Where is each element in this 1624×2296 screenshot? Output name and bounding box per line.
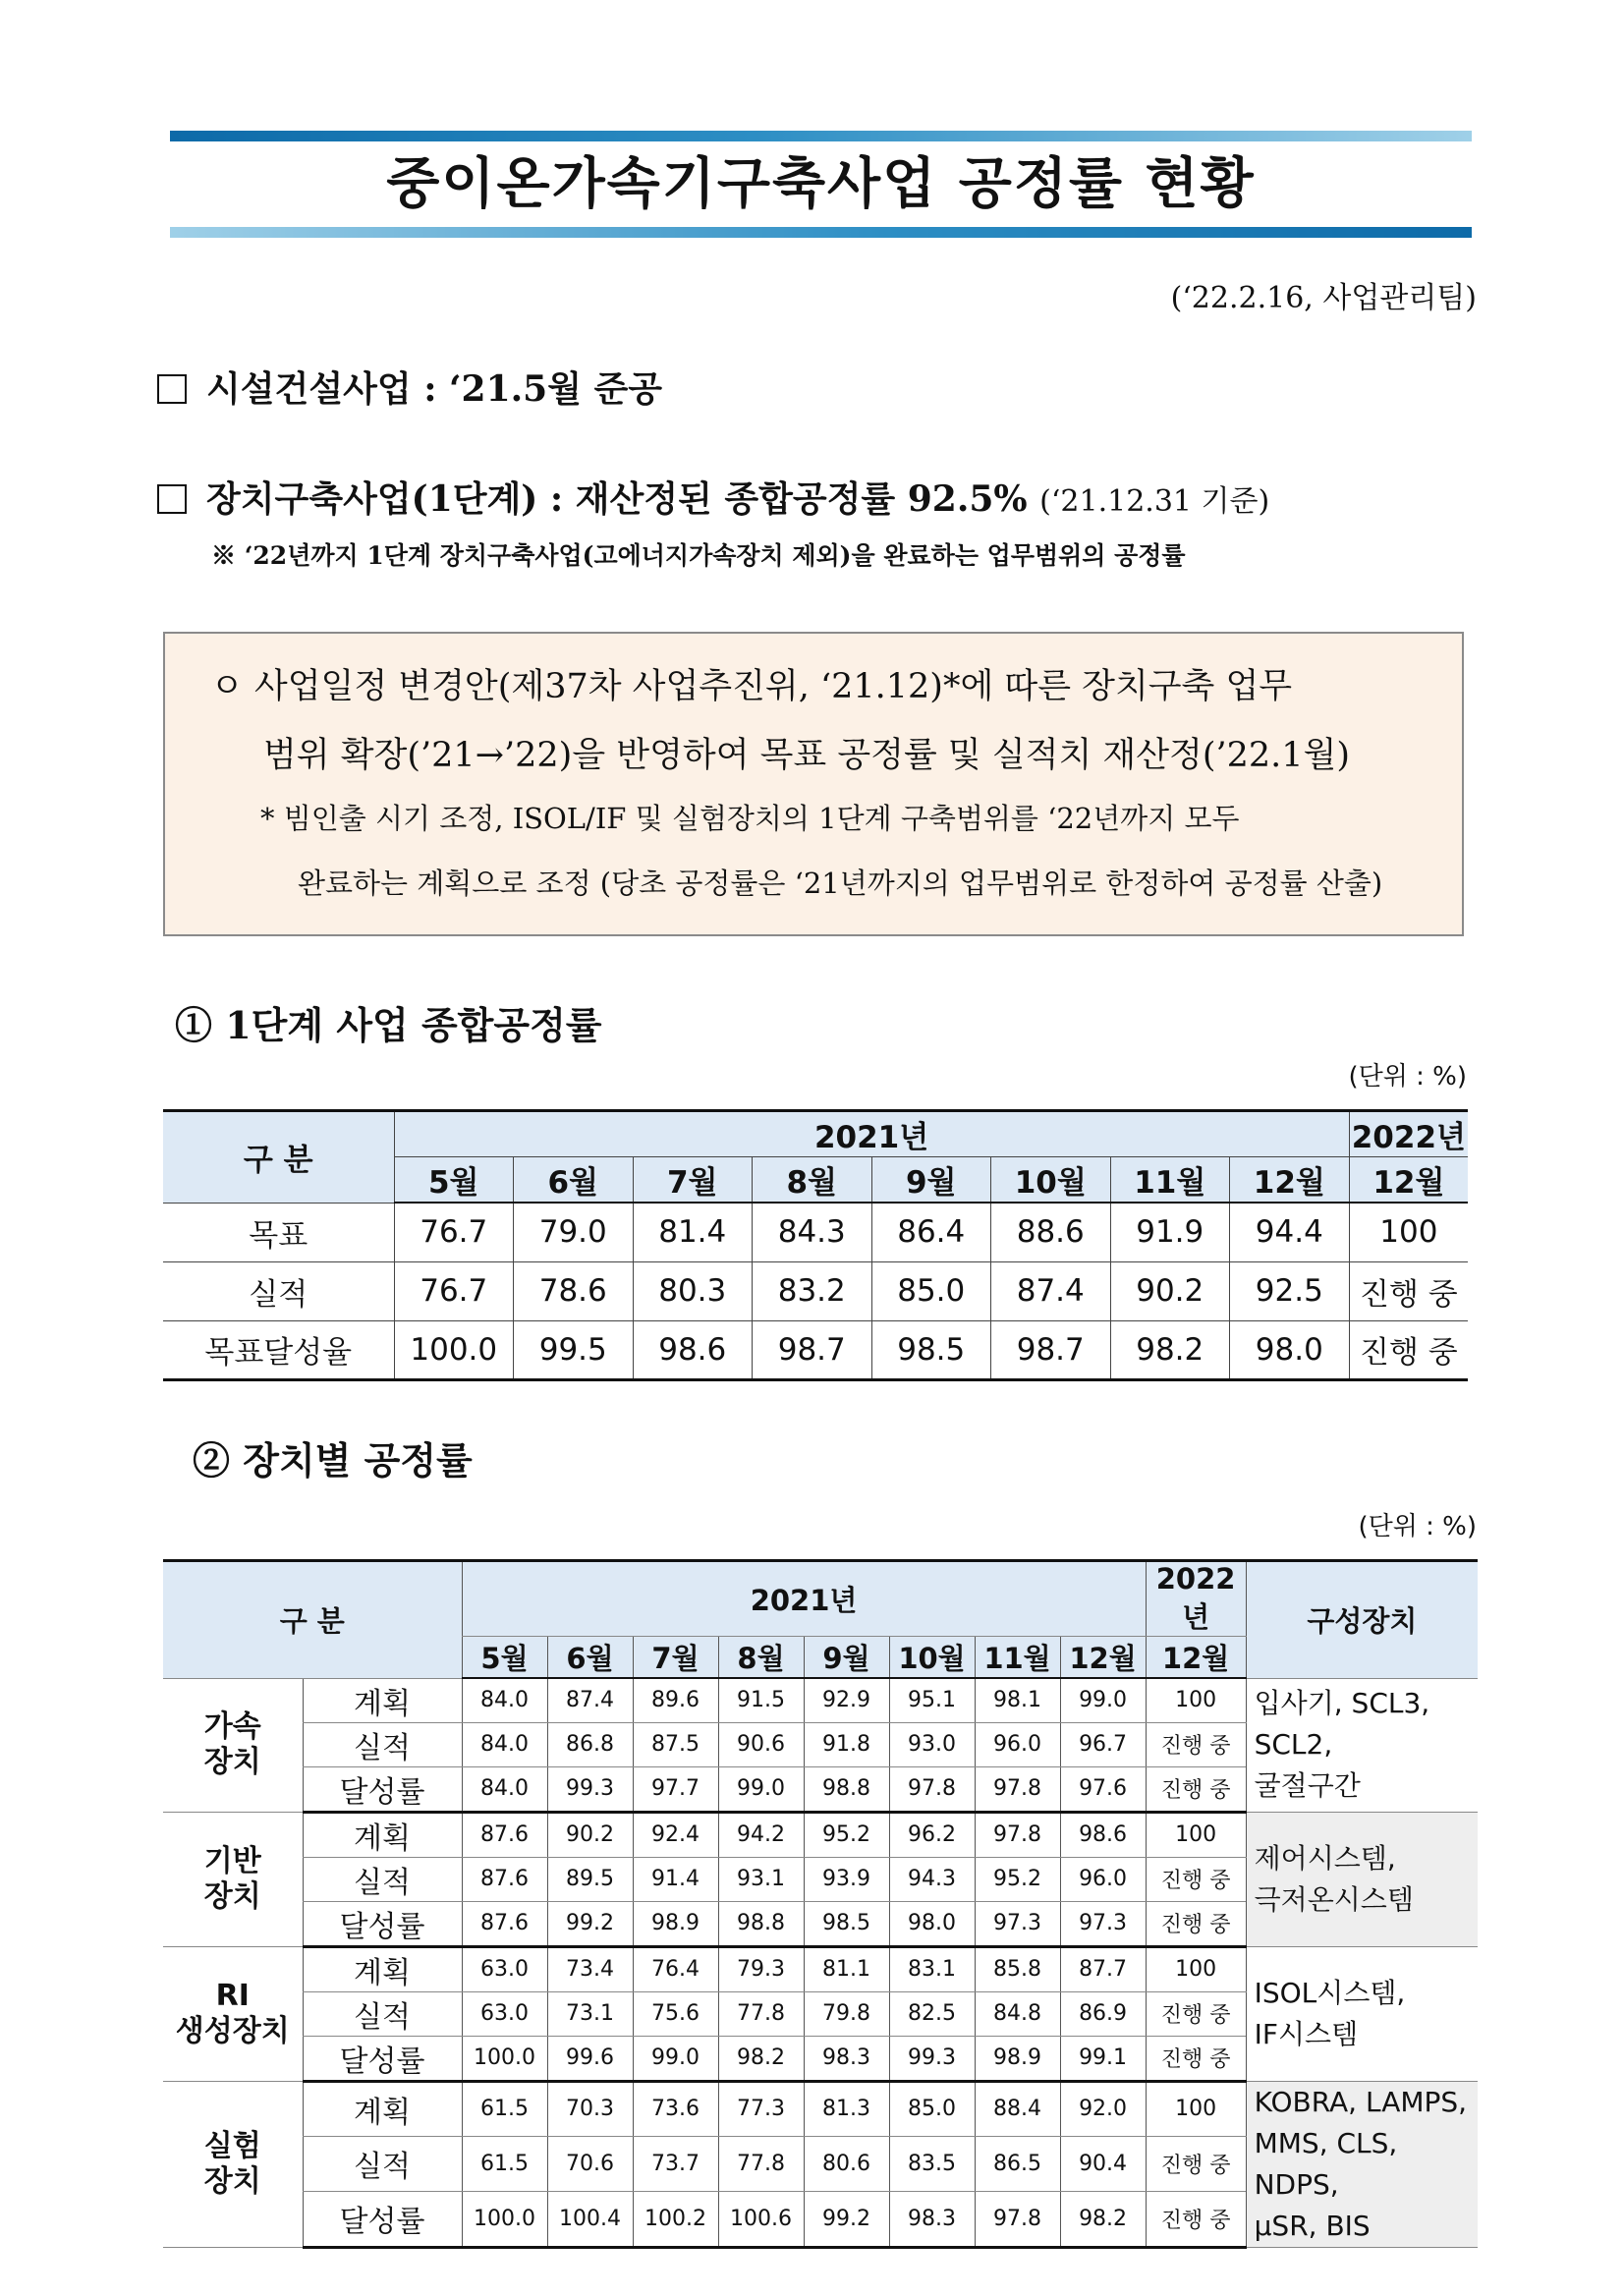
table-cell: 63.0 [462, 1991, 547, 2036]
table-cell: 77.3 [718, 2081, 804, 2137]
device-group-name-line-1: RI [215, 1978, 250, 2013]
table-cell: 97.3 [975, 1901, 1060, 1946]
table-cell: 97.3 [1060, 1901, 1146, 1946]
header-month: 7월 [633, 1637, 718, 1679]
row-label: 달성률 [303, 1901, 462, 1946]
table-cell: 91.9 [1110, 1203, 1230, 1261]
header-month: 12월 [1230, 1157, 1350, 1204]
table-cell: 75.6 [633, 1991, 718, 2036]
device-label: 장치구축사업(1단계) : 재산정된 종합공정률 92.5% [206, 478, 1028, 520]
table-cell: 76.4 [633, 1946, 718, 1991]
table-cell: 87.5 [633, 1722, 718, 1766]
infobox-line-2: 범위 확장(’21→’22)을 반영하여 목표 공정률 및 실적치 재산정(’22.1월) [263, 736, 1351, 775]
table-cell: 94.2 [718, 1812, 804, 1857]
table-cell: 90.2 [547, 1812, 633, 1857]
component-line: KOBRA, LAMPS, [1254, 2085, 1468, 2118]
table-cell: 97.7 [633, 1766, 718, 1812]
table-cell: 99.0 [718, 1766, 804, 1812]
infobox-line-4: 완료하는 계획으로 조정 (당초 공정률은 ‘21년까지의 업무범위로 한정하여 공정률 산출) [298, 867, 1383, 900]
table-cell: 99.0 [1060, 1678, 1146, 1722]
section-2-title: ② 장치별 공정률 [193, 1438, 473, 1483]
row-label: 실적 [303, 2137, 462, 2192]
table-cell: 84.3 [753, 1203, 872, 1261]
table-cell: 96.0 [975, 1722, 1060, 1766]
table-cell: 87.4 [991, 1261, 1111, 1320]
table-cell: 76.7 [394, 1261, 514, 1320]
table-cell: 88.6 [991, 1203, 1111, 1261]
header-month: 12월 [1349, 1157, 1468, 1204]
row-label: 실적 [303, 1857, 462, 1901]
components-cell [1246, 1678, 1478, 1812]
device-group-name-line-2: 장치 [203, 2163, 261, 2199]
table-cell: 80.6 [804, 2137, 889, 2192]
component-line: ISOL시스템, [1254, 1976, 1406, 2009]
table-row [163, 2081, 1478, 2137]
table-cell: 95.2 [804, 1812, 889, 1857]
row-label: 실적 [303, 1722, 462, 1766]
table-cell: 73.1 [547, 1991, 633, 2036]
table-cell: 진행 중 [1146, 1901, 1246, 1946]
table-cell: 90.2 [1110, 1261, 1230, 1320]
table-cell: 93.0 [889, 1722, 975, 1766]
table-cell: 86.9 [1060, 1991, 1146, 2036]
device-group-name-line-1: 기반 [203, 1843, 261, 1878]
table-cell: 80.3 [633, 1261, 753, 1320]
components-cell [1246, 1812, 1478, 1946]
table-cell: 100.6 [718, 2191, 804, 2247]
table-cell: 97.8 [889, 1766, 975, 1812]
table-cell: 94.4 [1230, 1203, 1350, 1261]
overall-progress-table [163, 1109, 1468, 1381]
table-cell: 96.7 [1060, 1722, 1146, 1766]
header-month: 7월 [633, 1157, 753, 1204]
header-month: 11월 [1110, 1157, 1230, 1204]
table-cell: 90.4 [1060, 2137, 1146, 2192]
title-bar-bottom [170, 227, 1472, 238]
device-group-name-line-2: 장치 [203, 1745, 261, 1779]
header-month: 12월 [1146, 1637, 1246, 1679]
table-cell: 98.5 [871, 1320, 991, 1379]
table-cell: 83.1 [889, 1946, 975, 1991]
component-line: 극저온시스템 [1254, 1882, 1414, 1916]
header-year-2022: 2022년 [1349, 1111, 1468, 1157]
table-cell: 93.9 [804, 1857, 889, 1901]
table-cell: 99.6 [547, 2036, 633, 2081]
table-cell: 100.0 [462, 2036, 547, 2081]
component-line: 제어시스템, [1254, 1841, 1396, 1875]
table-cell: 79.0 [514, 1203, 634, 1261]
device-group-name-line-2: 생성장치 [175, 2013, 290, 2048]
table-cell: 87.6 [462, 1857, 547, 1901]
header-month: 6월 [547, 1637, 633, 1679]
table-row [163, 1203, 1468, 1261]
device-group-label [163, 1678, 303, 1812]
table-cell: 97.8 [975, 1766, 1060, 1812]
table-row [163, 1946, 1478, 1991]
table-cell: 81.4 [633, 1203, 753, 1261]
table-cell: 100.0 [394, 1320, 514, 1379]
table-cell: 98.9 [975, 2036, 1060, 2081]
table-cell: 70.6 [547, 2137, 633, 2192]
table-cell: 81.3 [804, 2081, 889, 2137]
table-cell: 70.3 [547, 2081, 633, 2137]
table-cell: 90.6 [718, 1722, 804, 1766]
table-cell: 95.2 [975, 1857, 1060, 1901]
facility-item [157, 362, 662, 412]
table-cell: 99.5 [514, 1320, 634, 1379]
table-row [163, 1261, 1468, 1320]
header-month: 5월 [394, 1157, 514, 1204]
section-2-unit: (단위 : %) [1358, 1512, 1477, 1541]
section-1-unit: (단위 : %) [1348, 1062, 1467, 1092]
table-cell: 진행 중 [1146, 2036, 1246, 2081]
row-label: 목표달성율 [163, 1320, 394, 1379]
table-cell: 85.0 [871, 1261, 991, 1320]
table-cell: 92.0 [1060, 2081, 1146, 2137]
header-month: 12월 [1060, 1637, 1146, 1679]
table-cell: 88.4 [975, 2081, 1060, 2137]
device-progress-table [163, 1559, 1478, 2249]
table-cell: 100 [1146, 1946, 1246, 1991]
header-year-2022: 2022년 [1146, 1561, 1246, 1637]
component-line: MMS, CLS, NDPS, [1254, 2126, 1398, 2201]
table-cell: 79.3 [718, 1946, 804, 1991]
component-line: μSR, BIS [1254, 2209, 1371, 2242]
table-cell: 98.2 [718, 2036, 804, 2081]
table-cell: 98.9 [633, 1901, 718, 1946]
table-cell: 97.8 [975, 2191, 1060, 2247]
table-cell: 84.0 [462, 1722, 547, 1766]
table-cell: 99.3 [547, 1766, 633, 1812]
table-cell: 96.2 [889, 1812, 975, 1857]
table-cell: 99.2 [547, 1901, 633, 1946]
scope-note: ※ ‘22년까지 1단계 장치구축사업(고에너지가속장치 제외)을 완료하는 업무범위의 공정률 [211, 541, 1186, 570]
row-label: 달성률 [303, 2191, 462, 2247]
header-category: 구 분 [163, 1561, 462, 1679]
table-cell: 92.4 [633, 1812, 718, 1857]
device-group-name-line-1: 실험 [203, 2128, 261, 2163]
components-cell [1246, 2081, 1478, 2247]
table-cell: 98.6 [633, 1320, 753, 1379]
checkbox-square-icon [157, 374, 187, 404]
header-components: 구성장치 [1246, 1561, 1478, 1679]
table-cell: 98.6 [1060, 1812, 1146, 1857]
table-cell: 99.2 [804, 2191, 889, 2247]
header-month: 10월 [991, 1157, 1111, 1204]
table-cell: 진행 중 [1146, 1766, 1246, 1812]
row-label: 계획 [303, 1678, 462, 1722]
table-cell: 73.4 [547, 1946, 633, 1991]
row-label: 계획 [303, 2081, 462, 2137]
facility-label: 시설건설사업 : ‘21.5월 준공 [206, 368, 663, 410]
table-cell: 85.8 [975, 1946, 1060, 1991]
components-cell [1246, 1946, 1478, 2081]
table-cell: 86.5 [975, 2137, 1060, 2192]
header-month: 9월 [804, 1637, 889, 1679]
table-cell: 98.0 [889, 1901, 975, 1946]
table-cell: 81.1 [804, 1946, 889, 1991]
device-group-name-line-2: 장치 [203, 1878, 261, 1914]
table-cell: 100 [1146, 1678, 1246, 1722]
table-cell: 73.7 [633, 2137, 718, 2192]
device-group-label [163, 1946, 303, 2081]
page-title: 중이온가속기구축사업 공정률 현황 [386, 152, 1256, 216]
header-month: 9월 [871, 1157, 991, 1204]
table-cell: 98.2 [1110, 1320, 1230, 1379]
header-year-2021: 2021년 [394, 1111, 1349, 1157]
infobox-line-3: * 빔인출 시기 조정, ISOL/IF 및 실험장치의 1단계 구축범위를 ‘22년까지 모두 [260, 802, 1240, 835]
table-cell: 84.8 [975, 1991, 1060, 2036]
table-cell: 98.7 [753, 1320, 872, 1379]
table-cell: 87.7 [1060, 1946, 1146, 1991]
table-cell: 98.1 [975, 1678, 1060, 1722]
table-cell: 89.5 [547, 1857, 633, 1901]
header-month: 8월 [753, 1157, 872, 1204]
table-cell: 100 [1349, 1203, 1468, 1261]
table-cell: 76.7 [394, 1203, 514, 1261]
table-cell: 91.4 [633, 1857, 718, 1901]
component-line: SCL2, [1254, 1728, 1333, 1761]
component-line: IF시스템 [1254, 2017, 1359, 2050]
table-cell: 86.8 [547, 1722, 633, 1766]
component-line: 굴절구간 [1254, 1769, 1361, 1802]
table-cell: 진행 중 [1146, 1991, 1246, 2036]
table-cell: 87.4 [547, 1678, 633, 1722]
infobox-line-1: ㅇ 사업일정 변경안(제37차 사업추진위, ‘21.12)*에 따른 장치구축 업무 [210, 667, 1293, 706]
table-cell: 100.4 [547, 2191, 633, 2247]
row-label: 계획 [303, 1946, 462, 1991]
table-cell: 92.9 [804, 1678, 889, 1722]
dateline: (‘22.2.16, 사업관리팀) [1170, 281, 1477, 315]
table-cell: 진행 중 [1146, 1722, 1246, 1766]
table-cell: 78.6 [514, 1261, 634, 1320]
table-cell: 73.6 [633, 2081, 718, 2137]
table-cell: 진행 중 [1146, 1857, 1246, 1901]
row-label: 목표 [163, 1203, 394, 1261]
table-cell: 92.5 [1230, 1261, 1350, 1320]
table-cell: 98.7 [991, 1320, 1111, 1379]
table-cell: 97.8 [975, 1812, 1060, 1857]
table-cell: 84.0 [462, 1678, 547, 1722]
section-1-title: ① 1단계 사업 종합공정률 [175, 1003, 602, 1047]
header-category: 구 분 [163, 1111, 394, 1204]
table-cell: 85.0 [889, 2081, 975, 2137]
table-cell: 진행 중 [1146, 2137, 1246, 2192]
row-label: 달성률 [303, 1766, 462, 1812]
row-label: 실적 [163, 1261, 394, 1320]
table-cell: 진행 중 [1349, 1320, 1468, 1379]
table-cell: 77.8 [718, 1991, 804, 2036]
header-month: 5월 [462, 1637, 547, 1679]
table-row [163, 1320, 1468, 1379]
table-cell: 100.0 [462, 2191, 547, 2247]
table-cell: 98.3 [889, 2191, 975, 2247]
table-cell: 100.2 [633, 2191, 718, 2247]
table-cell: 98.8 [804, 1766, 889, 1812]
table-row [163, 1678, 1478, 1722]
table-cell: 진행 중 [1146, 2191, 1246, 2247]
header-month: 6월 [514, 1157, 634, 1204]
table-cell: 84.0 [462, 1766, 547, 1812]
device-basis: (‘21.12.31 기준) [1039, 484, 1270, 519]
component-line: 입사기, SCL3, [1254, 1687, 1430, 1719]
row-label: 실적 [303, 1991, 462, 2036]
table-cell: 99.0 [633, 2036, 718, 2081]
header-year-2021: 2021년 [462, 1561, 1146, 1637]
table-row [163, 1812, 1478, 1857]
row-label: 계획 [303, 1812, 462, 1857]
table-cell: 98.8 [718, 1901, 804, 1946]
table-cell: 91.5 [718, 1678, 804, 1722]
device-group-label [163, 2081, 303, 2247]
table-cell: 91.8 [804, 1722, 889, 1766]
header-month: 10월 [889, 1637, 975, 1679]
table-cell: 94.3 [889, 1857, 975, 1901]
table-cell: 82.5 [889, 1991, 975, 2036]
table-cell: 89.6 [633, 1678, 718, 1722]
table-cell: 87.6 [462, 1812, 547, 1857]
checkbox-square-icon [157, 484, 187, 514]
table-cell: 100 [1146, 2081, 1246, 2137]
table-cell: 79.8 [804, 1991, 889, 2036]
table-cell: 진행 중 [1349, 1261, 1468, 1320]
table-cell: 83.5 [889, 2137, 975, 2192]
table-cell: 96.0 [1060, 1857, 1146, 1901]
table-cell: 87.6 [462, 1901, 547, 1946]
table-cell: 97.6 [1060, 1766, 1146, 1812]
table-cell: 86.4 [871, 1203, 991, 1261]
table-cell: 63.0 [462, 1946, 547, 1991]
table-cell: 93.1 [718, 1857, 804, 1901]
table-cell: 99.1 [1060, 2036, 1146, 2081]
table-cell: 98.0 [1230, 1320, 1350, 1379]
table-cell: 98.3 [804, 2036, 889, 2081]
schedule-change-box [163, 632, 1464, 936]
device-group-name-line-1: 가속 [203, 1709, 261, 1744]
device-group-label [163, 1812, 303, 1946]
table-cell: 77.8 [718, 2137, 804, 2192]
header-month: 8월 [718, 1637, 804, 1679]
table-cell: 61.5 [462, 2081, 547, 2137]
table-cell: 83.2 [753, 1261, 872, 1320]
row-label: 달성률 [303, 2036, 462, 2081]
table-cell: 100 [1146, 1812, 1246, 1857]
device-item [157, 472, 1269, 522]
table-cell: 98.2 [1060, 2191, 1146, 2247]
table-cell: 61.5 [462, 2137, 547, 2192]
header-month: 11월 [975, 1637, 1060, 1679]
table-cell: 98.5 [804, 1901, 889, 1946]
title-bar-top [170, 131, 1472, 141]
table-cell: 95.1 [889, 1678, 975, 1722]
table-cell: 99.3 [889, 2036, 975, 2081]
